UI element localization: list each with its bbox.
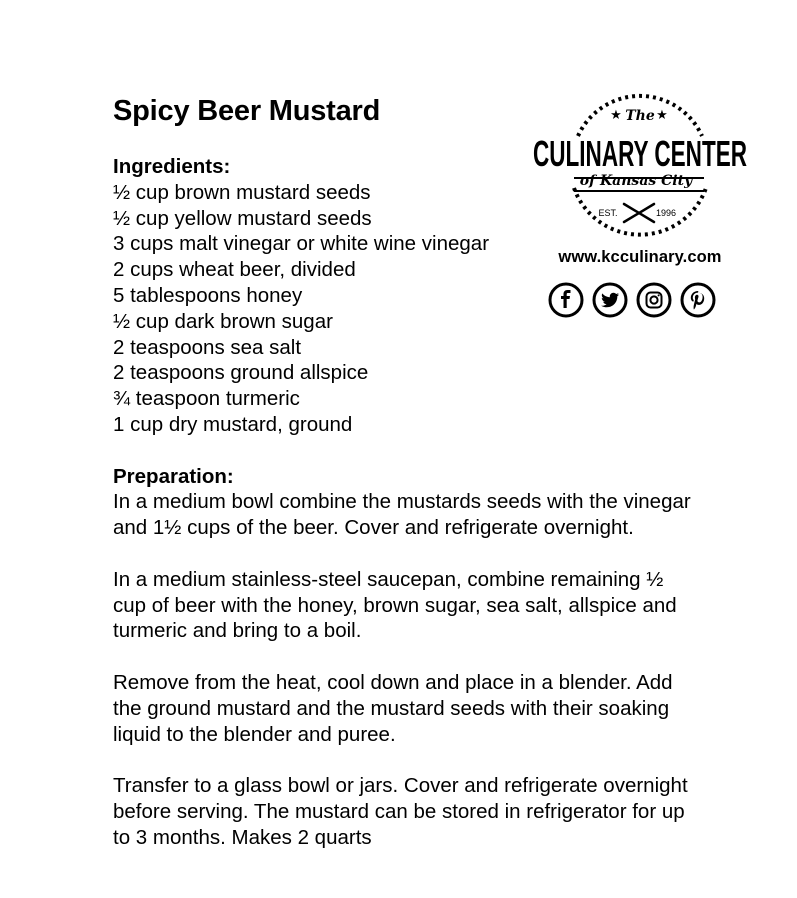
preparation-step: Remove from the heat, cool down and place in a blender. Add the ground mustard and the mustard seeds with their soaking liquid to the blender and puree. [113, 670, 673, 746]
svg-text:★: ★ [610, 108, 622, 123]
recipe-body [113, 154, 713, 851]
logo-name: CULINARY CENTER [533, 133, 747, 174]
logo-est-label: EST. [598, 208, 618, 218]
logo-subtitle: of Kansas City [579, 173, 693, 189]
list-item: ½ cup yellow mustard seeds [113, 206, 372, 230]
section-spacer [113, 438, 713, 464]
list-item: 2 teaspoons ground allspice [113, 361, 369, 385]
ingredients-heading: Ingredients: [113, 155, 231, 178]
logo-est-year: 1996 [655, 208, 677, 218]
list-item: ¾ teaspoon turmeric [113, 387, 300, 411]
list-item: ½ cup dark brown sugar [113, 309, 333, 333]
preparation-step: In a medium bowl combine the mustards seeds with the vinegar and 1½ cups of the beer. Cover and refrigerate overnight. [113, 490, 691, 540]
website-link[interactable]: www.kcculinary.com [558, 248, 722, 266]
list-item: 2 cups wheat beer, divided [113, 258, 356, 282]
preparation-step: Transfer to a glass bowl or jars. Cover and refrigerate overnight before serving. The mustard can be stored in refrigerator for up to 3 months. Makes 2 quarts [113, 774, 688, 849]
preparation-step: In a medium stainless-steel saucepan, combine remaining ½ cup of beer with the honey, brown sugar, sea salt, allspice and turmeric and bring to a boil. [113, 567, 677, 643]
svg-text:★: ★ [656, 108, 668, 123]
list-item: 5 tablespoons honey [113, 283, 303, 307]
preparation-heading: Preparation: [113, 464, 234, 488]
list-item: 3 cups malt vinegar or white wine vinegar [113, 232, 490, 256]
list-item: 2 teaspoons sea salt [113, 335, 302, 359]
ingredient-list [113, 180, 713, 438]
list-item: ½ cup brown mustard seeds [113, 180, 371, 204]
list-item: 1 cup dry mustard, ground [113, 412, 353, 436]
logo-the: The [625, 108, 655, 124]
page-title: Spicy Beer Mustard [113, 95, 381, 127]
